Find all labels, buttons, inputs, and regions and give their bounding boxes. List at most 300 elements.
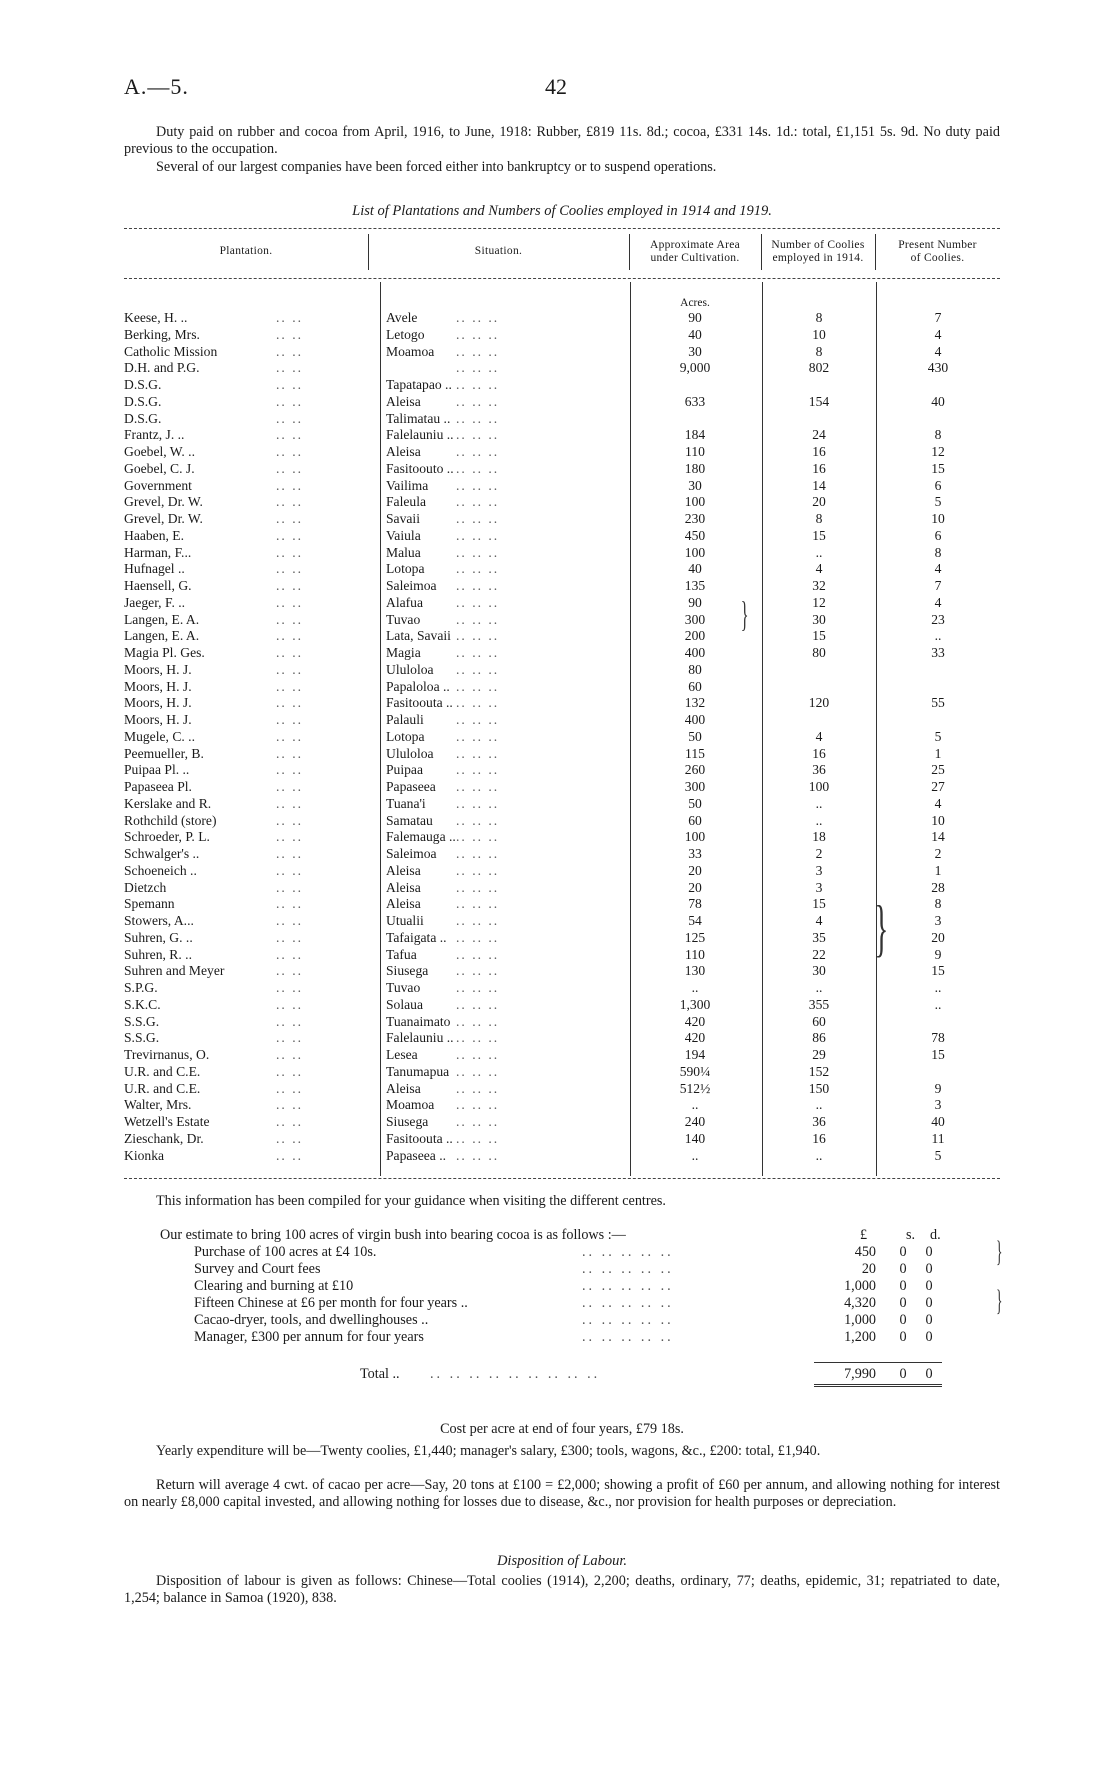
- estimate-item-shillings: 0: [899, 1261, 907, 1277]
- brace-dsg-area: }: [740, 594, 749, 634]
- area-cell: 9,000: [679, 360, 711, 376]
- col-header-present: [875, 239, 1000, 264]
- table-row: [124, 545, 1000, 562]
- dot-leader: .. .. ..: [456, 460, 500, 476]
- total-pounds: 7,990: [844, 1366, 876, 1382]
- dot-leader: .. .. ..: [456, 410, 500, 426]
- coolies-1914-cell: ..: [815, 1097, 823, 1113]
- dot-leader: .. .. ..: [456, 980, 500, 995]
- area-cell: ..: [691, 980, 699, 995]
- dot-leader: .. .. ..: [456, 477, 500, 493]
- present-coolies-cell: 7: [934, 310, 942, 325]
- dot-leader: .. ..: [276, 1013, 303, 1029]
- coolies-1914-cell: 3: [815, 862, 823, 878]
- col-header-plantation: Plantation.: [219, 245, 273, 257]
- situation-cell: Aleisa: [386, 444, 421, 459]
- dot-leader: .. .. ..: [456, 377, 500, 392]
- situation-cell: Tapatapao ..: [386, 377, 452, 392]
- area-cell: 300: [684, 779, 706, 794]
- coolies-1914-cell: 802: [808, 360, 830, 376]
- table-row: [124, 1014, 1000, 1031]
- estimate-item-pence: 0: [925, 1329, 933, 1345]
- dot-leader: .. .. ..: [456, 326, 500, 342]
- situation-cell: Lata, Savaii: [386, 628, 451, 644]
- table-row: [124, 829, 1000, 846]
- coolies-1914-cell: 30: [812, 963, 826, 979]
- area-cell: 100: [684, 544, 706, 560]
- dot-leader: .. ..: [276, 879, 303, 895]
- area-cell: 130: [684, 963, 706, 979]
- coolies-1914-cell: 16: [812, 745, 826, 761]
- dot-leader: .. ..: [276, 310, 303, 325]
- area-cell: 300: [684, 611, 706, 627]
- situation-cell: Aleisa: [386, 896, 421, 912]
- duty-paragraph: Duty paid on rubber and cocoa from April, 1916, to June, 1918: Rubber, £819 11s. 8d.; cocoa, £331 14s. 1d.: total, £1,151 5s. 9d. No duty paid previous to the occupation.: [124, 124, 1000, 157]
- dot-leader: .. .. ..: [456, 745, 500, 761]
- table-row: [124, 1081, 1000, 1098]
- present-coolies-cell: 4: [934, 343, 942, 359]
- table-row: [124, 427, 1000, 444]
- present-coolies-cell: 430: [927, 360, 949, 376]
- dot-leader: .. ..: [276, 745, 303, 761]
- dot-leader: .. .. .. .. ..: [582, 1278, 674, 1294]
- estimate-item-pounds: 450: [854, 1244, 876, 1260]
- situation-cell: Falemauga ..: [386, 829, 456, 845]
- table-row: [124, 561, 1000, 578]
- estimate-item-pounds: 20: [861, 1261, 876, 1277]
- total-label: Total ..: [360, 1366, 400, 1382]
- plantation-cell: Frantz, J. ..: [124, 427, 185, 443]
- table-row: [124, 444, 1000, 461]
- plantation-cell: Suhren and Meyer: [124, 963, 225, 979]
- dot-leader: .. ..: [276, 795, 303, 811]
- situation-cell: Lesea: [386, 1047, 418, 1062]
- dot-leader: .. ..: [276, 494, 303, 510]
- col-header-coolies-1914: [761, 239, 875, 264]
- coolies-1914-cell: 4: [815, 561, 823, 577]
- dot-leader: .. .. ..: [456, 561, 500, 577]
- table-row: [124, 762, 1000, 779]
- plantation-cell: Puipaa Pl. ..: [124, 762, 190, 778]
- dot-leader: .. ..: [276, 996, 303, 1012]
- area-cell: 90: [688, 310, 702, 325]
- table-row: [124, 1131, 1000, 1148]
- table-row: [124, 1097, 1000, 1114]
- coolies-1914-cell: 15: [812, 527, 826, 543]
- estimate-item: [124, 1278, 1000, 1295]
- present-coolies-cell: 33: [931, 645, 945, 660]
- plantation-cell: Haensell, G.: [124, 578, 192, 593]
- coolies-1914-cell: 60: [812, 1013, 826, 1029]
- estimate-item-pence: 0: [925, 1278, 933, 1294]
- present-coolies-cell: 6: [934, 527, 942, 543]
- area-cell: 184: [684, 427, 706, 443]
- table-row: [124, 796, 1000, 813]
- dot-leader: .. ..: [276, 645, 303, 660]
- situation-cell: Papaseea ..: [386, 1147, 447, 1163]
- area-cell: 1,300: [679, 996, 711, 1012]
- plantation-cell: Suhren, R. ..: [124, 946, 192, 962]
- table-row: [124, 494, 1000, 511]
- companies-paragraph: Several of our largest companies have been forced either into bankruptcy or to suspend operations.: [156, 159, 717, 175]
- dot-leader: .. ..: [276, 695, 303, 711]
- table-row: [124, 578, 1000, 595]
- table-row: [124, 461, 1000, 478]
- dot-leader: .. ..: [276, 544, 303, 560]
- dot-leader: .. .. ..: [456, 712, 500, 727]
- plantation-cell: Magia Pl. Ges.: [124, 645, 205, 660]
- dot-leader: .. .. ..: [456, 1013, 500, 1029]
- area-cell: 420: [684, 1013, 706, 1029]
- dot-leader: .. ..: [276, 527, 303, 543]
- coolies-1914-cell: ..: [815, 544, 823, 560]
- page-number: 42: [545, 74, 567, 99]
- table-row: [124, 746, 1000, 763]
- table-row: [124, 612, 1000, 629]
- table-row: [124, 310, 1000, 327]
- shillings-column-header: s.: [906, 1227, 916, 1243]
- plantation-cell: Government: [124, 477, 192, 493]
- dot-leader: .. .. ..: [456, 645, 500, 660]
- coolies-1914-cell: 4: [815, 728, 823, 744]
- present-coolies-cell: 40: [931, 393, 945, 409]
- total-leader: .. .. .. .. .. .. .. .. ..: [430, 1366, 601, 1382]
- col-header-area-line2: under Cultivation.: [650, 251, 740, 264]
- dot-leader: .. ..: [276, 1097, 303, 1113]
- situation-cell: Magia: [386, 645, 421, 660]
- dot-leader: .. ..: [276, 343, 303, 359]
- dot-leader: .. .. ..: [456, 343, 500, 359]
- estimate-item: [124, 1295, 1000, 1312]
- dot-leader: .. .. ..: [456, 846, 500, 861]
- dot-leader: .. .. ..: [456, 812, 500, 828]
- pence-column-header: d.: [930, 1227, 941, 1243]
- dot-leader: .. .. ..: [456, 360, 500, 376]
- area-cell: ..: [691, 1147, 699, 1163]
- present-coolies-cell: 12: [931, 444, 945, 459]
- area-cell: 512½: [679, 1080, 711, 1096]
- dot-leader: .. ..: [276, 846, 303, 861]
- labour-paragraph: Disposition of labour is given as follows: Chinese—Total coolies (1914), 2,200; deaths, ordinary, 77; deaths, epidemic, 31; repatriated to date, 1,254; balance in Samoa (1920), 838.: [124, 1573, 1000, 1606]
- dot-leader: .. .. .. .. ..: [582, 1312, 674, 1328]
- dot-leader: .. ..: [276, 1130, 303, 1146]
- table-row: [124, 779, 1000, 796]
- dot-leader: .. ..: [276, 678, 303, 694]
- present-coolies-cell: 23: [931, 611, 945, 627]
- situation-cell: Tuvao: [386, 980, 421, 995]
- coolies-1914-cell: 3: [815, 879, 823, 895]
- coolies-1914-cell: 4: [815, 913, 823, 928]
- situation-cell: Aleisa: [386, 393, 421, 409]
- area-cell: 90: [688, 594, 702, 610]
- labour-section-title: Disposition of Labour.: [496, 1553, 628, 1569]
- plantation-cell: Trevirnanus, O.: [124, 1047, 210, 1062]
- coolies-1914-cell: 14: [812, 477, 826, 493]
- situation-cell: Fasitoouta ..: [386, 1130, 453, 1146]
- dot-leader: .. .. ..: [456, 963, 500, 979]
- dot-leader: .. ..: [276, 377, 303, 392]
- brace-ur-present: }: [995, 1284, 1003, 1317]
- dot-leader: .. ..: [276, 1030, 303, 1046]
- area-cell: 240: [684, 1114, 706, 1129]
- plantation-cell: D.S.G.: [124, 393, 162, 409]
- plantation-cell: Papaseea Pl.: [124, 779, 192, 794]
- situation-cell: Saleimoa: [386, 846, 437, 861]
- plantation-cell: U.R. and C.E.: [124, 1080, 201, 1096]
- dot-leader: .. ..: [276, 444, 303, 459]
- area-cell: 132: [684, 695, 706, 711]
- estimate-item: [124, 1261, 1000, 1278]
- area-cell: 110: [685, 946, 705, 962]
- plantation-cell: Goebel, W. ..: [124, 444, 195, 459]
- plantation-cell: Peemueller, B.: [124, 745, 204, 761]
- area-cell: 400: [684, 712, 706, 727]
- plantation-cell: Walter, Mrs.: [124, 1097, 192, 1113]
- situation-cell: Siusega: [386, 963, 429, 979]
- situation-cell: Moamoa: [386, 343, 435, 359]
- col-header-coolies-line1: Number of Coolies: [771, 239, 865, 251]
- situation-cell: Tuanaimato: [386, 1013, 451, 1029]
- table-row: [124, 729, 1000, 746]
- dot-leader: .. .. ..: [456, 527, 500, 543]
- area-cell: 230: [684, 511, 706, 526]
- estimate-item-shillings: 0: [899, 1312, 907, 1328]
- plantation-cell: Dietzch: [124, 879, 167, 895]
- present-coolies-cell: ..: [934, 996, 942, 1012]
- present-coolies-cell: 3: [934, 1097, 942, 1113]
- area-cell: 100: [684, 494, 706, 510]
- plantation-cell: Catholic Mission: [124, 343, 218, 359]
- present-coolies-cell: 78: [931, 1030, 945, 1046]
- situation-cell: Tafua: [386, 946, 417, 962]
- dot-leader: .. ..: [276, 929, 303, 945]
- estimate-item-pence: 0: [925, 1312, 933, 1328]
- estimate-total-row: [124, 1366, 1000, 1383]
- estimate-item: [124, 1329, 1000, 1346]
- area-cell: 78: [688, 896, 702, 912]
- plantation-cell: S.P.G.: [124, 980, 158, 995]
- area-cell: 135: [684, 578, 706, 593]
- area-cell: 110: [685, 444, 705, 459]
- area-cell: ..: [691, 1097, 699, 1113]
- situation-cell: Tafaigata ..: [386, 929, 447, 945]
- dot-leader: .. .. ..: [456, 829, 500, 845]
- estimate-item-pence: 0: [925, 1261, 933, 1277]
- plantation-cell: Moors, H. J.: [124, 678, 192, 694]
- dot-leader: .. .. ..: [456, 1097, 500, 1113]
- present-coolies-cell: 20: [931, 929, 945, 945]
- present-coolies-cell: 9: [934, 946, 942, 962]
- situation-cell: Alafua: [386, 594, 423, 610]
- situation-cell: Savaii: [386, 511, 420, 526]
- coolies-1914-cell: 35: [812, 929, 826, 945]
- plantation-cell: Wetzell's Estate: [124, 1114, 210, 1129]
- situation-cell: Tanumapua: [386, 1063, 450, 1079]
- table-row: [124, 880, 1000, 897]
- table-row: [124, 963, 1000, 980]
- estimate-header-row: [124, 1227, 1000, 1244]
- plantation-cell: Spemann: [124, 896, 175, 912]
- brace-ssg-present: }: [995, 1235, 1003, 1268]
- table-row: [124, 930, 1000, 947]
- dot-leader: .. ..: [276, 611, 303, 627]
- present-coolies-cell: 4: [934, 326, 942, 342]
- present-coolies-cell: 8: [934, 544, 942, 560]
- dot-leader: .. .. ..: [456, 678, 500, 694]
- present-coolies-cell: ..: [934, 980, 942, 995]
- situation-cell: Malua: [386, 544, 421, 560]
- estimate-item: [124, 1312, 1000, 1329]
- coolies-1914-cell: 36: [812, 1114, 826, 1129]
- table-row: [124, 913, 1000, 930]
- area-cell: 20: [688, 879, 702, 895]
- situation-cell: Utualii: [386, 913, 424, 928]
- table-row: [124, 980, 1000, 997]
- situation-cell: Siusega: [386, 1114, 429, 1129]
- dot-leader: .. .. ..: [456, 795, 500, 811]
- area-cell: 260: [684, 762, 706, 778]
- dot-leader: .. ..: [276, 712, 303, 727]
- table-row: [124, 947, 1000, 964]
- dot-leader: .. ..: [276, 393, 303, 409]
- present-coolies-cell: 5: [934, 728, 942, 744]
- table-row: [124, 662, 1000, 679]
- table-row: [124, 863, 1000, 880]
- present-coolies-cell: 28: [931, 879, 945, 895]
- col-header-present-line2: of Coolies.: [910, 251, 965, 264]
- area-cell: 115: [685, 745, 705, 761]
- dot-leader: .. ..: [276, 628, 303, 644]
- area-cell: 420: [684, 1030, 706, 1046]
- situation-cell: Papaseea: [386, 779, 436, 794]
- brace-moors-coolies: }: [874, 892, 889, 963]
- dot-leader: .. .. ..: [456, 578, 500, 593]
- area-cell: 100: [684, 829, 706, 845]
- table-row: [124, 896, 1000, 913]
- plantation-cell: Mugele, C. ..: [124, 728, 195, 744]
- table-row: [124, 679, 1000, 696]
- coolies-1914-cell: 20: [812, 494, 826, 510]
- dot-leader: .. ..: [276, 779, 303, 794]
- coolies-1914-cell: 8: [815, 511, 823, 526]
- dot-leader: .. ..: [276, 460, 303, 476]
- dot-leader: .. ..: [276, 946, 303, 962]
- area-cell: 40: [688, 561, 702, 577]
- present-coolies-cell: 6: [934, 477, 942, 493]
- coolies-1914-cell: 10: [812, 326, 826, 342]
- plantation-cell: D.S.G.: [124, 377, 162, 392]
- dot-leader: .. ..: [276, 1114, 303, 1129]
- dot-leader: .. .. ..: [456, 1114, 500, 1129]
- dot-leader: .. ..: [276, 477, 303, 493]
- present-coolies-cell: 10: [931, 511, 945, 526]
- situation-cell: Avele: [386, 310, 418, 325]
- pounds-column-header: £: [860, 1227, 868, 1243]
- dot-leader: .. .. ..: [456, 695, 500, 711]
- estimate-item-label: Clearing and burning at £10: [194, 1278, 354, 1294]
- table-row: [124, 997, 1000, 1014]
- dot-leader: .. .. ..: [456, 544, 500, 560]
- plantation-cell: Zieschank, Dr.: [124, 1130, 204, 1146]
- coolies-1914-cell: ..: [815, 812, 823, 828]
- area-cell: 30: [688, 343, 702, 359]
- situation-cell: Fasitoouto ..: [386, 460, 454, 476]
- coolies-1914-cell: 2: [815, 846, 823, 861]
- dot-leader: .. ..: [276, 762, 303, 778]
- table-row: [124, 1030, 1000, 1047]
- coolies-1914-cell: ..: [815, 1147, 823, 1163]
- dot-leader: .. .. ..: [456, 628, 500, 644]
- dot-leader: .. ..: [276, 1047, 303, 1062]
- dot-leader: .. ..: [276, 913, 303, 928]
- dot-leader: .. .. ..: [456, 444, 500, 459]
- table-row: [124, 595, 1000, 612]
- table-row: [124, 394, 1000, 411]
- table-row: [124, 1114, 1000, 1131]
- coolies-1914-cell: 36: [812, 762, 826, 778]
- area-cell: 180: [684, 460, 706, 476]
- situation-cell: Talimatau ..: [386, 410, 451, 426]
- col-header-area-line1: Approximate Area: [649, 239, 741, 251]
- plantation-cell: Kionka: [124, 1147, 165, 1163]
- situation-cell: Falelauniu ..: [386, 427, 454, 443]
- situation-cell: Palauli: [386, 712, 424, 727]
- plantation-cell: Kerslake and R.: [124, 795, 212, 811]
- plantation-cell: Harman, F...: [124, 544, 192, 560]
- plantation-cell: Berking, Mrs.: [124, 326, 200, 342]
- plantation-cell: Moors, H. J.: [124, 712, 192, 727]
- coolies-1914-cell: 24: [812, 427, 826, 443]
- total-rule-top: [814, 1362, 942, 1363]
- estimate-item-shillings: 0: [899, 1329, 907, 1345]
- area-cell: 60: [688, 678, 702, 694]
- present-coolies-cell: 15: [931, 963, 945, 979]
- return-paragraph: Return will average 4 cwt. of cacao per acre—Say, 20 tons at £100 = £2,000; showing a profit of £60 per annum, and allowing nothing for interest on nearly £8,000 capital invested, and allowing nothing for losses due to disease, &c., nor provision for health purposes or depreciation.: [124, 1477, 1000, 1510]
- dot-leader: .. .. ..: [456, 661, 500, 677]
- coolies-1914-cell: 355: [808, 996, 830, 1012]
- plantation-cell: D.S.G.: [124, 410, 162, 426]
- present-coolies-cell: 3: [934, 913, 942, 928]
- estimate-item-pounds: 4,320: [844, 1295, 876, 1311]
- guidance-text: This information has been compiled for your guidance when visiting the different centres.: [156, 1193, 666, 1209]
- table-row: [124, 344, 1000, 361]
- dot-leader: .. ..: [276, 963, 303, 979]
- coolies-1914-cell: 16: [812, 460, 826, 476]
- table-bottom-rule: [124, 1178, 1000, 1179]
- plantation-cell: Moors, H. J.: [124, 661, 192, 677]
- area-cell: 633: [684, 393, 706, 409]
- situation-cell: Vailima: [386, 477, 429, 493]
- estimate-item-label: Cacao-dryer, tools, and dwellinghouses ..: [194, 1312, 429, 1328]
- plantation-cell: Stowers, A...: [124, 913, 194, 928]
- situation-cell: Papaloloa ..: [386, 678, 450, 694]
- area-cell: 80: [688, 661, 702, 677]
- plantation-cell: Hufnagel ..: [124, 561, 185, 577]
- dot-leader: .. .. ..: [456, 762, 500, 778]
- coolies-1914-cell: 15: [812, 896, 826, 912]
- present-coolies-cell: 10: [931, 812, 945, 828]
- present-coolies-cell: 14: [931, 829, 945, 845]
- dot-leader: .. .. ..: [456, 393, 500, 409]
- dot-leader: .. ..: [276, 862, 303, 878]
- estimate-item-shillings: 0: [899, 1244, 907, 1260]
- area-cell: 50: [688, 728, 702, 744]
- table-row: [124, 712, 1000, 729]
- dot-leader: .. .. ..: [456, 427, 500, 443]
- plantation-cell: Haaben, E.: [124, 527, 185, 543]
- dot-leader: .. ..: [276, 980, 303, 995]
- situation-cell: Lotopa: [386, 728, 425, 744]
